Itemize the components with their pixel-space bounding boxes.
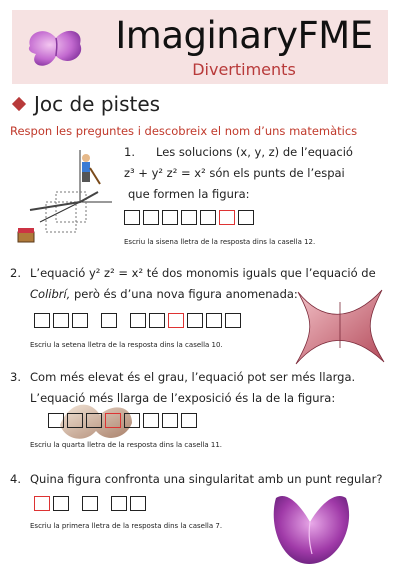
page-subtitle: Divertiments <box>192 60 296 79</box>
question-1-line-1: Les solucions (x, y, z) de l’equació <box>156 145 353 159</box>
question-1-line-2: z³ + y² z² = x² són els punts de l’espai <box>124 166 345 180</box>
page-title: ImaginaryFME <box>115 14 373 57</box>
answer-boxes-1 <box>124 210 257 225</box>
answer-box[interactable] <box>187 313 203 328</box>
answer-box[interactable] <box>225 313 241 328</box>
answer-box[interactable] <box>34 313 50 328</box>
answer-boxes-3 <box>48 413 200 428</box>
answer-box[interactable] <box>67 413 83 428</box>
question-2-number: 2. <box>10 266 21 280</box>
question-1-line-3: que formen la figura: <box>128 187 250 201</box>
header-banner <box>12 10 388 84</box>
question-3-number: 3. <box>10 370 21 384</box>
answer-box[interactable] <box>238 210 254 225</box>
answer-box[interactable] <box>181 413 197 428</box>
question-2-line-2 <box>30 284 298 305</box>
answer-box[interactable] <box>143 413 159 428</box>
colibri-word: Colibrí, <box>30 287 71 301</box>
answer-box[interactable] <box>53 313 69 328</box>
answer-box[interactable] <box>143 210 159 225</box>
question-3-line-1: Com més elevat és el grau, l’equació pot ser més llarga. <box>30 370 356 384</box>
answer-boxes-4 <box>34 496 149 511</box>
answer-box[interactable] <box>101 313 117 328</box>
question-3-hint: Escriu la quarta lletra de la resposta dins la casella 11. <box>30 441 223 449</box>
answer-box[interactable] <box>53 496 69 511</box>
answer-box-highlighted[interactable] <box>168 313 184 328</box>
surface-figure-4 <box>268 488 354 568</box>
diamond-bullet-icon <box>12 97 26 111</box>
answer-box-highlighted[interactable] <box>34 496 50 511</box>
question-2-hint: Escriu la setena lletra de la resposta dins la casella 10. <box>30 341 223 349</box>
surface-figure-2 <box>292 282 388 368</box>
section-title: Joc de pistes <box>34 92 161 116</box>
question-4-hint: Escriu la primera lletra de la resposta dins la casella 7. <box>30 522 223 530</box>
answer-box[interactable] <box>162 413 178 428</box>
question-2-line-1: L’equació y² z² = x² té dos monomis iguals que l’equació de <box>30 266 376 280</box>
answer-box[interactable] <box>124 210 140 225</box>
question-4-line-1: Quina figura confronta una singularitat amb un punt regular? <box>30 472 383 486</box>
imaginary-logo-icon <box>22 16 88 78</box>
answer-box-highlighted[interactable] <box>105 413 121 428</box>
answer-box[interactable] <box>149 313 165 328</box>
question-2-line-2-rest: però és d’una nova figura anomenada: <box>70 287 298 301</box>
question-1-hint: Escriu la sisena lletra de la resposta dins la casella 12. <box>124 238 316 246</box>
question-4-number: 4. <box>10 472 21 486</box>
answer-box[interactable] <box>111 496 127 511</box>
answer-box-highlighted[interactable] <box>219 210 235 225</box>
axes-figure-illustration <box>10 140 120 250</box>
section-heading <box>10 92 160 116</box>
intro-text: Respon les preguntes i descobreix el nom d’uns matemàtics <box>10 124 358 138</box>
answer-box[interactable] <box>181 210 197 225</box>
answer-boxes-2 <box>34 313 244 328</box>
question-1-number: 1. <box>124 145 135 159</box>
answer-box[interactable] <box>72 313 88 328</box>
answer-box[interactable] <box>124 413 140 428</box>
answer-box[interactable] <box>130 313 146 328</box>
answer-box[interactable] <box>206 313 222 328</box>
answer-box[interactable] <box>48 413 64 428</box>
answer-box[interactable] <box>130 496 146 511</box>
answer-box[interactable] <box>86 413 102 428</box>
answer-box[interactable] <box>200 210 216 225</box>
answer-box[interactable] <box>82 496 98 511</box>
answer-box[interactable] <box>162 210 178 225</box>
question-3-line-2: L’equació més llarga de l’exposició és la de la figura: <box>30 391 336 405</box>
